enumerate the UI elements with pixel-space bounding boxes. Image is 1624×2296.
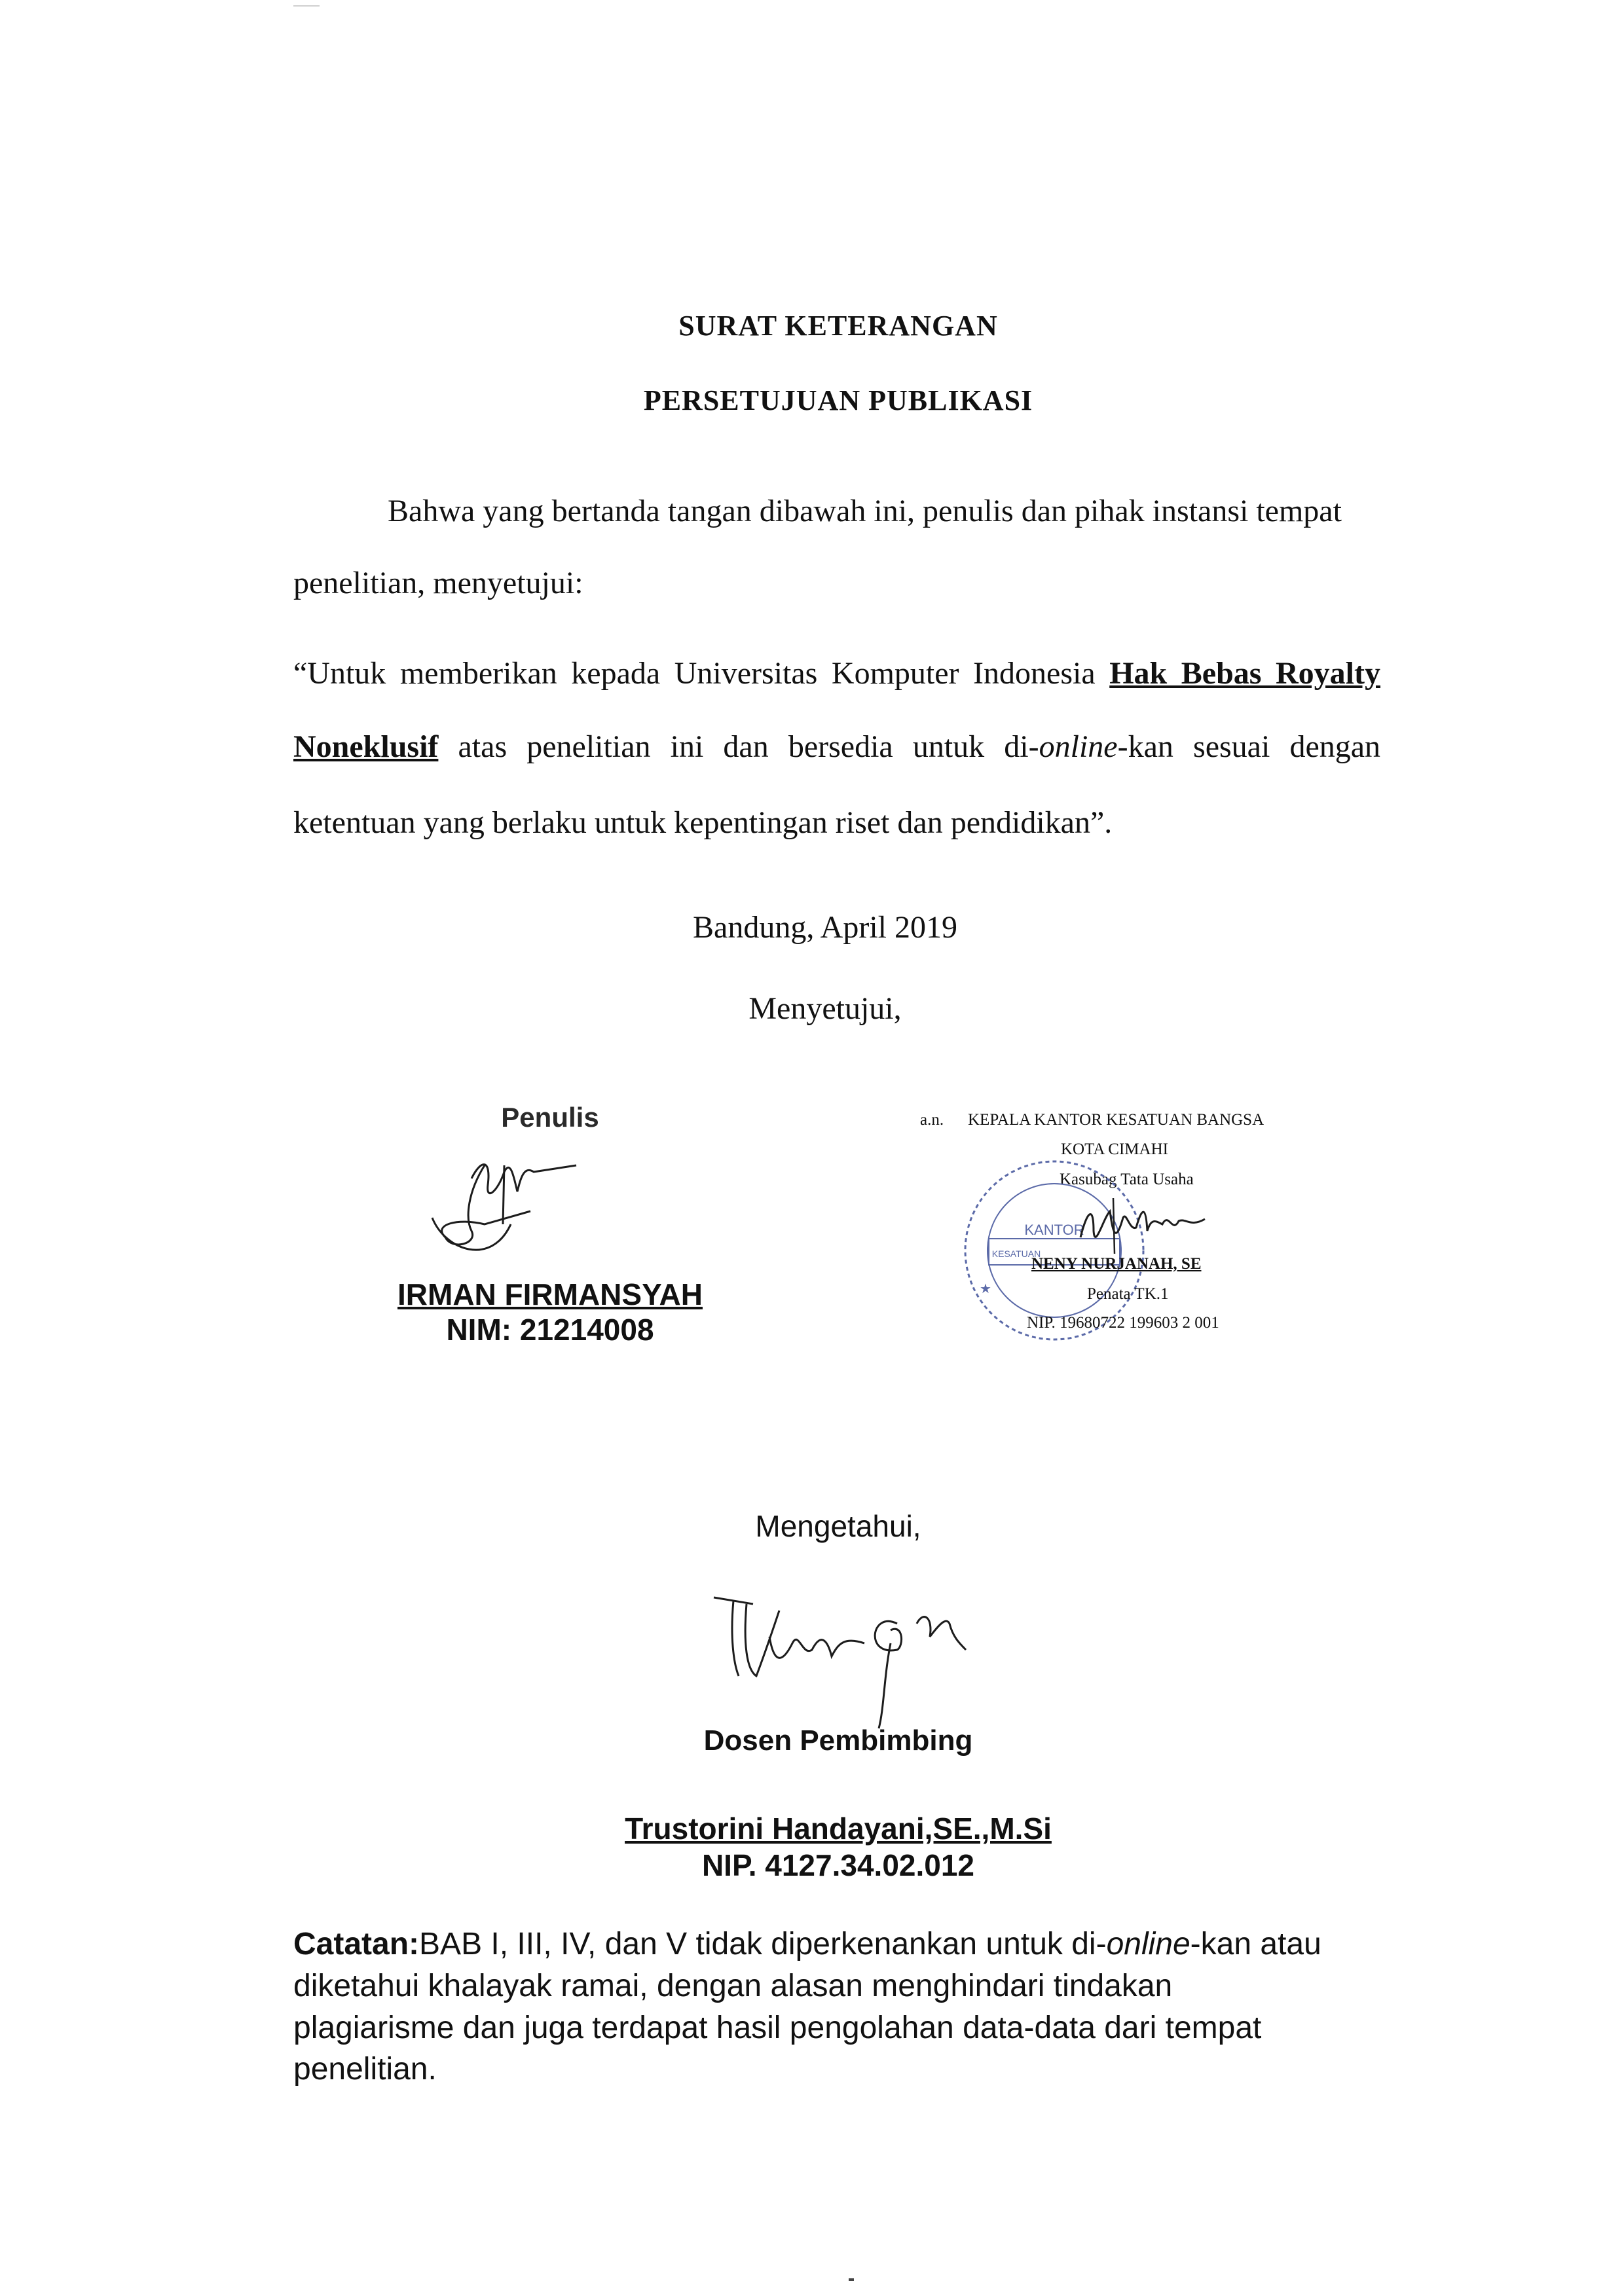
online-prefix: di- — [1004, 729, 1039, 764]
stamp-star: ★ — [980, 1282, 991, 1296]
stamp-text-kantor: KANTOR — [1024, 1222, 1084, 1238]
statement-word: ini — [670, 729, 704, 764]
writer-signature — [406, 1139, 616, 1270]
intro-line-1: Bahwa yang bertanda tangan dibawah ini, penulis dan pihak instansi tempat — [388, 494, 1342, 528]
stamp-text-kesatuan: KESATUAN — [991, 1248, 1041, 1259]
advisor-signature — [707, 1584, 995, 1735]
institution-signature — [1074, 1192, 1225, 1264]
institution-an: a.n. — [920, 1111, 944, 1129]
writer-role: Penulis — [501, 1102, 599, 1133]
scan-speck-bottom — [849, 2278, 854, 2281]
statement-word: dengan — [1289, 729, 1381, 764]
institution-nip: NIP. 19680722 199603 2 001 — [1027, 1314, 1219, 1332]
note-text-b: -kan atau diketahui khalayak ramai, dengan alasan menghindari tindakan plagiarisme dan juga terdapat hasil pengolahan data-data dari tempat penelitian. — [293, 1927, 1321, 2087]
advisor-name: Trustorini Handayani,SE.,M.Si — [625, 1812, 1052, 1846]
institution-line-1: KEPALA KANTOR KESATUAN BANGSA — [968, 1111, 1264, 1129]
writer-name: IRMAN FIRMANSYAH — [397, 1277, 703, 1311]
statement-word: dan — [723, 729, 769, 764]
approval-label: Menyetujui, — [748, 991, 902, 1026]
institution-line-2: KOTA CIMAHI — [1061, 1140, 1168, 1158]
scan-mark-top — [293, 5, 320, 7]
statement-text: “Untuk memberikan kepada Universitas Komputer Indonesia — [293, 656, 1110, 691]
statement-word: atas — [458, 729, 507, 764]
acknowledgement-label: Mengetahui, — [755, 1509, 921, 1543]
statement-line-2 — [293, 728, 1380, 766]
online-phrase — [1004, 729, 1173, 764]
page-subtitle: PERSETUJUAN PUBLIKASI — [643, 384, 1033, 416]
institution-name: NENY NURJANAH, SE — [1031, 1255, 1202, 1273]
institution-line-3: Kasubag Tata Usaha — [1060, 1171, 1194, 1188]
statement-word: untuk — [912, 729, 985, 764]
royalty-term: Hak Bebas Royalty — [1109, 656, 1381, 691]
online-suffix: -kan — [1117, 729, 1173, 764]
advisor-nip: NIP. 4127.34.02.012 — [701, 1848, 975, 1882]
note-block — [293, 1923, 1341, 2090]
noneklusif-term: Noneklusif — [293, 729, 439, 764]
statement-line-3: ketentuan yang berlaku untuk kepentingan riset dan pendidikan”. — [293, 805, 1113, 840]
note-online: online — [1106, 1927, 1190, 1961]
statement-word: bersedia — [788, 729, 893, 764]
institution-rank: Penata TK.1 — [1087, 1285, 1169, 1303]
statement-word: penelitian — [526, 729, 651, 764]
statement-line-1 — [293, 655, 1380, 693]
statement-word: sesuai — [1193, 729, 1270, 764]
intro-line-2: penelitian, menyetujui: — [293, 566, 583, 600]
writer-nim: NIM: 21214008 — [446, 1313, 654, 1347]
note-text-a: BAB I, III, IV, dan V tidak diperkenankan untuk di- — [419, 1927, 1107, 1961]
note-label: Catatan: — [293, 1927, 420, 1961]
page-title: SURAT KETERANGAN — [678, 310, 998, 342]
online-italic: online — [1039, 729, 1118, 764]
place-date: Bandung, April 2019 — [693, 910, 957, 945]
advisor-role: Dosen Pembimbing — [703, 1724, 973, 1757]
